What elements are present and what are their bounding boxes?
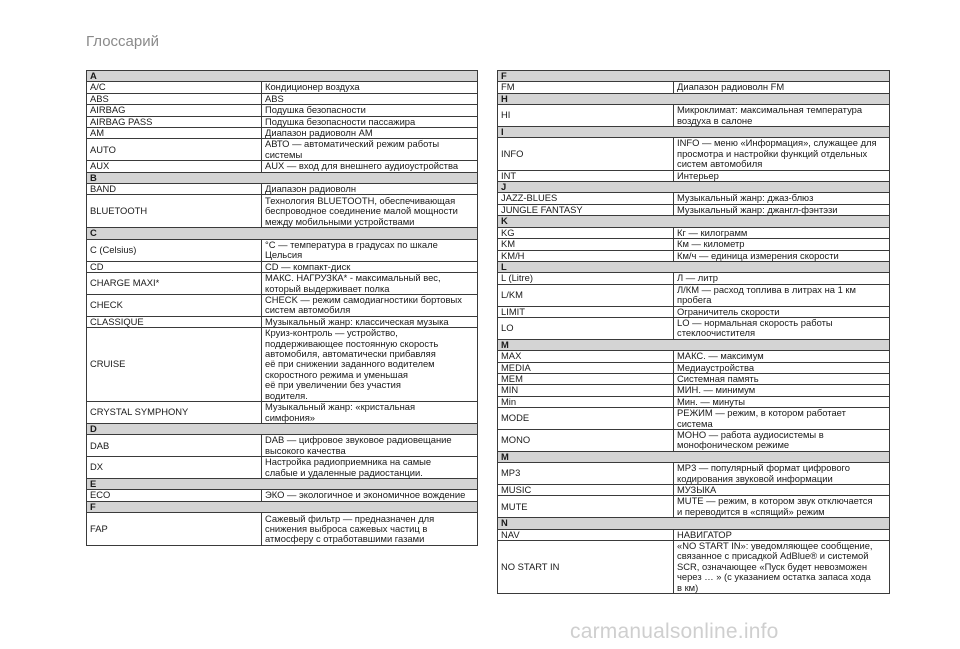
term-cell: KM/H (498, 250, 674, 261)
definition-cell: Музыкальный жанр: классическая музыка (262, 316, 478, 327)
table-row (87, 490, 478, 501)
section-letter: F (87, 501, 478, 512)
term-cell: KM (498, 239, 674, 250)
section-letter: J (498, 182, 890, 193)
term-cell: Min (498, 396, 674, 407)
definition-cell: Кондиционер воздуха (262, 82, 478, 93)
definition-cell: CD — компакт-диск (262, 261, 478, 272)
term-cell: NO START IN (498, 541, 674, 594)
definition-cell: Медиаустройства (674, 362, 890, 373)
section-header-row (498, 518, 890, 529)
term-cell: MEDIA (498, 362, 674, 373)
section-letter: H (498, 93, 890, 104)
definition-cell: Кг — килограмм (674, 227, 890, 238)
term-cell: KG (498, 227, 674, 238)
section-letter: M (498, 451, 890, 462)
term-cell: L (Litre) (498, 273, 674, 284)
term-cell: LO (498, 317, 674, 339)
definition-cell: Музыкальный жанр: «кристальная симфония» (262, 402, 478, 424)
definition-cell: Круиз-контроль — устройство, поддерживающее постоянную скорость автомобиля, автоматически прибавляя её при снижении заданного водителем скоростного режима и уменьшая её при увеличении без участия водителя. (262, 328, 478, 402)
term-cell: MUTE (498, 496, 674, 518)
term-cell: CRYSTAL SYMPHONY (87, 402, 262, 424)
section-header-row (498, 71, 890, 82)
table-row (87, 195, 478, 228)
section-header-row (498, 127, 890, 138)
table-row (87, 184, 478, 195)
table-row (498, 541, 890, 594)
definition-cell: Микроклимат: максимальная температура воздуха в салоне (674, 105, 890, 127)
term-cell: AIRBAG PASS (87, 116, 262, 127)
term-cell: NAV (498, 529, 674, 540)
definition-cell: МОНО — работа аудиосистемы в монофоническом режиме (674, 430, 890, 452)
definition-cell: Диапазон радиоволн FM (674, 82, 890, 93)
table-row (498, 373, 890, 384)
table-row (498, 306, 890, 317)
term-cell: JAZZ-BLUES (498, 193, 674, 204)
term-cell: MODE (498, 408, 674, 430)
table-row (498, 138, 890, 170)
table-row (87, 435, 478, 457)
term-cell: HI (498, 105, 674, 127)
table-row (87, 513, 478, 546)
definition-cell: DAB — цифровое звуковое радиовещание высокого качества (262, 435, 478, 457)
section-header-row (87, 71, 478, 82)
definition-cell: РЕЖИМ — режим, в котором работает система (674, 408, 890, 430)
table-row (87, 261, 478, 272)
term-cell: JUNGLE FANTASY (498, 204, 674, 215)
glossary-table-left-body (87, 71, 478, 546)
section-letter: L (498, 261, 890, 272)
term-cell: ABS (87, 93, 262, 104)
definition-cell: ABS (262, 93, 478, 104)
page-title: Глоссарий (86, 33, 159, 50)
section-header-row (87, 228, 478, 239)
term-cell: A/C (87, 82, 262, 93)
definition-cell: Технология BLUETOOTH, обеспечивающая беспроводное соединение малой мощности между мобильными устройствами (262, 195, 478, 228)
definition-cell: MUTE — режим, в котором звук отключается и переводится в «спящий» режим (674, 496, 890, 518)
definition-cell: Км/ч — единица измерения скорости (674, 250, 890, 261)
section-letter: E (87, 478, 478, 489)
term-cell: INT (498, 170, 674, 181)
table-row (498, 204, 890, 215)
table-row (498, 485, 890, 496)
section-header-row (87, 172, 478, 183)
table-row (498, 193, 890, 204)
definition-cell: МИН. — минимум (674, 385, 890, 396)
table-row (498, 408, 890, 430)
term-cell: CHECK (87, 294, 262, 316)
table-row (87, 328, 478, 402)
definition-cell: АВТО — автоматический режим работы системы (262, 139, 478, 161)
table-row (498, 430, 890, 452)
section-letter: F (498, 71, 890, 82)
table-row (498, 239, 890, 250)
watermark: carmanualsonline.info (570, 620, 779, 643)
term-cell: FM (498, 82, 674, 93)
glossary-table-right-body (498, 71, 890, 594)
definition-cell: Музыкальный жанр: джангл-фэнтэзи (674, 204, 890, 215)
table-row (498, 529, 890, 540)
table-row (498, 351, 890, 362)
definition-cell: Мин. — минуты (674, 396, 890, 407)
table-row (87, 294, 478, 316)
table-row (498, 317, 890, 339)
section-header-row (87, 423, 478, 434)
section-letter: B (87, 172, 478, 183)
term-cell: C (Celsius) (87, 239, 262, 261)
term-cell: BAND (87, 184, 262, 195)
section-letter: M (498, 339, 890, 350)
term-cell: DX (87, 457, 262, 479)
term-cell: CD (87, 261, 262, 272)
definition-cell: ЭКО — экологичное и экономичное вождение (262, 490, 478, 501)
definition-cell: Л — литр (674, 273, 890, 284)
table-row (87, 402, 478, 424)
table-row (87, 128, 478, 139)
term-cell: AUX (87, 161, 262, 172)
table-row (87, 161, 478, 172)
table-row (87, 239, 478, 261)
section-header-row (498, 339, 890, 350)
definition-cell: Настройка радиоприемника на самые слабые и удаленные радиостанции. (262, 457, 478, 479)
section-letter: K (498, 216, 890, 227)
term-cell: MUSIC (498, 485, 674, 496)
definition-cell: INFO — меню «Информация», служащее для просмотра и настройки функций отдельных систем автомобиля (674, 138, 890, 170)
definition-cell: Л/КМ — расход топлива в литрах на 1 км пробега (674, 284, 890, 306)
section-header-row (87, 478, 478, 489)
table-row (87, 139, 478, 161)
definition-cell: МАКС. НАГРУЗКА* - максимальный вес, который выдерживает полка (262, 273, 478, 295)
definition-cell: AUX — вход для внешнего аудиоустройства (262, 161, 478, 172)
section-letter: D (87, 423, 478, 434)
definition-cell: МУЗЫКА (674, 485, 890, 496)
section-header-row (87, 501, 478, 512)
table-row (498, 385, 890, 396)
glossary-table-left (86, 70, 478, 546)
section-letter: A (87, 71, 478, 82)
definition-cell: Диапазон радиоволн (262, 184, 478, 195)
table-row (498, 227, 890, 238)
section-header-row (498, 216, 890, 227)
term-cell: MEM (498, 373, 674, 384)
section-letter: C (87, 228, 478, 239)
section-letter: I (498, 127, 890, 138)
definition-cell: Подушка безопасности пассажира (262, 116, 478, 127)
term-cell: L/KM (498, 284, 674, 306)
term-cell: MP3 (498, 463, 674, 485)
table-row (87, 82, 478, 93)
section-letter: N (498, 518, 890, 529)
definition-cell: Музыкальный жанр: джаз-блюз (674, 193, 890, 204)
table-row (498, 396, 890, 407)
table-row (498, 284, 890, 306)
table-row (87, 316, 478, 327)
section-header-row (498, 261, 890, 272)
term-cell: CLASSIQUE (87, 316, 262, 327)
table-row (498, 273, 890, 284)
table-row (498, 463, 890, 485)
glossary-table-right (497, 70, 890, 594)
definition-cell: Подушка безопасности (262, 105, 478, 116)
definition-cell: МАКС. — максимум (674, 351, 890, 362)
table-row (498, 82, 890, 93)
table-row (498, 250, 890, 261)
definition-cell: Сажевый фильтр — предназначен для снижения выброса сажевых частиц в атмосферу с отработавшими газами (262, 513, 478, 546)
definition-cell: Диапазон радиоволн AM (262, 128, 478, 139)
table-row (87, 116, 478, 127)
definition-cell: MP3 — популярный формат цифрового кодирования звуковой информации (674, 463, 890, 485)
term-cell: MAX (498, 351, 674, 362)
definition-cell: LO — нормальная скорость работы стеклоочистителя (674, 317, 890, 339)
definition-cell: °C — температура в градусах по шкале Цельсия (262, 239, 478, 261)
table-row (87, 457, 478, 479)
table-row (87, 105, 478, 116)
definition-cell: Интерьер (674, 170, 890, 181)
term-cell: DAB (87, 435, 262, 457)
definition-cell: Системная память (674, 373, 890, 384)
term-cell: INFO (498, 138, 674, 170)
definition-cell: «NO START IN»: уведомляющее сообщение, связанное с присадкой AdBlue® и системой SCR, означающее «Пуск будет невозможен через … » (с указанием остатка запаса хода в км) (674, 541, 890, 594)
table-row (87, 93, 478, 104)
term-cell: CRUISE (87, 328, 262, 402)
definition-cell: CHECK — режим самодиагностики бортовых систем автомобиля (262, 294, 478, 316)
table-row (498, 105, 890, 127)
term-cell: ECO (87, 490, 262, 501)
definition-cell: Км — километр (674, 239, 890, 250)
definition-cell: Ограничитель скорости (674, 306, 890, 317)
definition-cell: НАВИГАТОР (674, 529, 890, 540)
term-cell: AIRBAG (87, 105, 262, 116)
table-row (87, 273, 478, 295)
term-cell: AM (87, 128, 262, 139)
term-cell: MIN (498, 385, 674, 396)
table-row (498, 170, 890, 181)
section-header-row (498, 182, 890, 193)
term-cell: FAP (87, 513, 262, 546)
term-cell: LIMIT (498, 306, 674, 317)
term-cell: AUTO (87, 139, 262, 161)
term-cell: BLUETOOTH (87, 195, 262, 228)
table-row (498, 496, 890, 518)
section-header-row (498, 451, 890, 462)
term-cell: MONO (498, 430, 674, 452)
section-header-row (498, 93, 890, 104)
term-cell: CHARGE MAXI* (87, 273, 262, 295)
table-row (498, 362, 890, 373)
